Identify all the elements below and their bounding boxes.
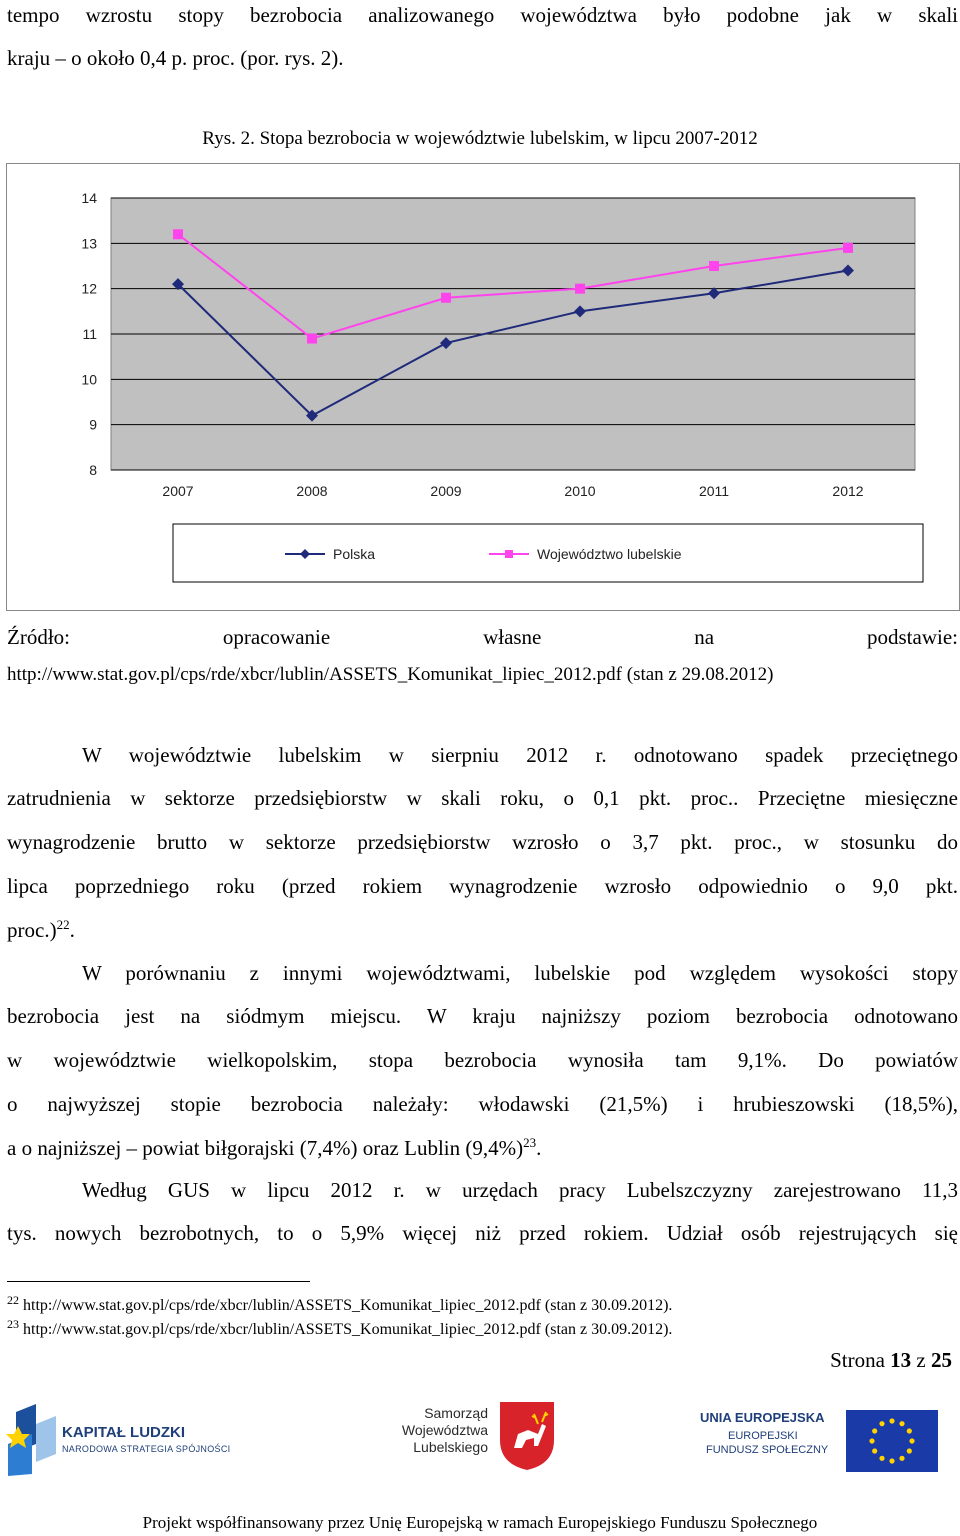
ue-line-2: EUROPEJSKI [728, 1430, 798, 1442]
intro-line-1: tempo wzrostu stopy bezrobocia analizowanego województwa było podobne jak w skali [7, 3, 958, 27]
y-tick-label: 14 [81, 190, 97, 206]
eu-flag-icon [846, 1410, 938, 1472]
footnote-23 [7, 1316, 673, 1339]
ue-efs-logo [700, 1410, 940, 1480]
para1-line-2: zatrudnienia w sektorze przedsiębiorstw w skali roku, o 0,1 pkt. proc.. Przeciętne miesięczne [7, 786, 958, 810]
para2-period: . [536, 1136, 542, 1160]
eu-star-icon [879, 1456, 884, 1461]
source-word: na [694, 625, 715, 649]
kapital-ludzki-subtitle: NARODOWA STRATEGIA SPÓJNOŚCI [62, 1444, 231, 1454]
samorzad-line-1: Samorząd [424, 1405, 488, 1421]
para1-line-5 [7, 917, 958, 943]
legend-label: Polska [333, 546, 376, 562]
source-word: opracowanie [222, 625, 331, 649]
source-line [7, 624, 958, 650]
y-tick-label: 11 [82, 326, 97, 342]
legend-marker [505, 550, 513, 558]
eu-star-icon [869, 1438, 874, 1443]
source-word: Źródło: [7, 625, 70, 649]
lubelskie-coat-of-arms-icon [498, 1400, 556, 1470]
ue-line-1: UNIA EUROPEJSKA [700, 1410, 825, 1425]
source-url: http://www.stat.gov.pl/cps/rde/xbcr/lublin/ASSETS_Komunikat_lipiec_2012.pdf (stan z 29.08.2012) [7, 664, 774, 685]
para2-line-3: w województwie wielkopolskim, stopa bezrobocia wynosiła tam 9,1%. Do powiatów [7, 1048, 958, 1072]
footnote-divider [7, 1281, 310, 1282]
y-tick-label: 13 [81, 235, 97, 252]
samorzad-line-2: Województwa [401, 1422, 488, 1438]
footnote-number: 22 [7, 1292, 19, 1307]
page-number [830, 1348, 952, 1373]
ue-line-3: FUNDUSZ SPOŁECZNY [706, 1444, 829, 1456]
unemployment-line-chart [7, 164, 959, 610]
eu-star-icon [909, 1438, 914, 1443]
eu-star-icon [889, 1418, 894, 1423]
x-tick-label: 2007 [162, 483, 194, 499]
eu-star-icon [872, 1428, 877, 1433]
para2-line-5 [7, 1135, 958, 1161]
para1-tail: proc.) [7, 918, 57, 942]
y-tick-label: 8 [89, 462, 97, 478]
x-tick-label: 2008 [296, 483, 328, 499]
footer-text: Projekt współfinansowany przez Unię Europejską w ramach Europejskiego Funduszu Społecznego [142, 1513, 818, 1532]
samorzad-line-3: Lubelskiego [413, 1439, 488, 1455]
footnote-22 [7, 1292, 673, 1315]
para3-line-2: tys. nowych bezrobotnych, to o 5,9% więcej niż przed rokiem. Udział osób rejestrujących się [7, 1221, 958, 1245]
data-point [575, 284, 585, 294]
page-sep: z [911, 1348, 931, 1372]
x-tick-label: 2012 [832, 483, 864, 499]
data-point [307, 334, 317, 344]
y-tick-label: 12 [81, 280, 97, 297]
page-total: 25 [931, 1348, 952, 1372]
eu-star-icon [889, 1458, 894, 1463]
x-tick-label: 2010 [564, 483, 596, 499]
footnote-text: http://www.stat.gov.pl/cps/rde/xbcr/lublin/ASSETS_Komunikat_lipiec_2012.pdf (stan z 30.09.2012). [23, 1297, 673, 1314]
footnote-ref-23: 23 [523, 1135, 537, 1150]
source-word: podstawie: [867, 625, 958, 649]
source-word: własne [483, 625, 542, 649]
para2-line-1: W porównaniu z innymi województwami, lubelskie pod względem wysokości stopy [82, 961, 958, 985]
kapital-ludzki-emblem-icon [6, 1404, 58, 1476]
eu-star-icon [899, 1421, 904, 1426]
samorzad-logo [402, 1404, 582, 1474]
data-point [441, 293, 451, 303]
para2-line-4: o najwyższej stopie bezrobocia należały: włodawski (21,5%) i hrubieszowski (18,5%), [7, 1092, 958, 1116]
kapital-ludzki-logo [6, 1400, 246, 1480]
para1-line-4: lipca poprzedniego roku (przed rokiem wynagrodzenie wzrosło odpowiednio o 9,0 pkt. [7, 874, 958, 898]
page-label: Strona [830, 1348, 891, 1372]
footnote-ref-22: 22 [56, 917, 70, 932]
intro-line-2: kraju – o około 0,4 p. proc. (por. rys. 2). [7, 46, 344, 70]
para2-tail: a o najniższej – powiat biłgorajski (7,4%) oraz Lublin (9,4%) [7, 1136, 524, 1160]
chart-frame [6, 163, 960, 611]
eu-star-icon [872, 1448, 877, 1453]
page-current: 13 [890, 1348, 912, 1372]
eu-star-icon [907, 1448, 912, 1453]
eu-star-icon [907, 1428, 912, 1433]
para3-line-1: Według GUS w lipcu 2012 r. w urzędach pracy Lubelszczyzny zarejestrowano 11,3 [82, 1178, 958, 1202]
footnote-number: 23 [7, 1316, 19, 1331]
y-tick-label: 9 [89, 416, 97, 433]
para2-line-2: bezrobocia jest na siódmym miejscu. W kraju najniższy poziom bezrobocia odnotowano [7, 1004, 958, 1028]
x-tick-label: 2011 [698, 483, 730, 499]
eu-star-icon [879, 1421, 884, 1426]
y-tick-label: 10 [81, 371, 97, 388]
x-tick-label: 2009 [430, 483, 462, 499]
data-point [843, 243, 853, 253]
para1-line-1: W województwie lubelskim w sierpniu 2012 r. odnotowano spadek przeciętnego [82, 743, 958, 767]
data-point [173, 229, 183, 239]
kapital-ludzki-title: KAPITAŁ LUDZKI [62, 1424, 186, 1441]
data-point [709, 261, 719, 271]
footnote-text: http://www.stat.gov.pl/cps/rde/xbcr/lublin/ASSETS_Komunikat_lipiec_2012.pdf (stan z 30.09.2012). [23, 1321, 673, 1338]
figure-caption: Rys. 2. Stopa bezrobocia w województwie lubelskim, w lipcu 2007-2012 [202, 128, 758, 149]
legend-label: Województwo lubelskie [537, 546, 682, 562]
para1-period: . [69, 918, 75, 942]
eu-star-icon [899, 1456, 904, 1461]
para1-line-3: wynagrodzenie brutto w sektorze przedsiębiorstw wzrosło o 3,7 pkt. proc., w stosunku do [7, 830, 958, 854]
